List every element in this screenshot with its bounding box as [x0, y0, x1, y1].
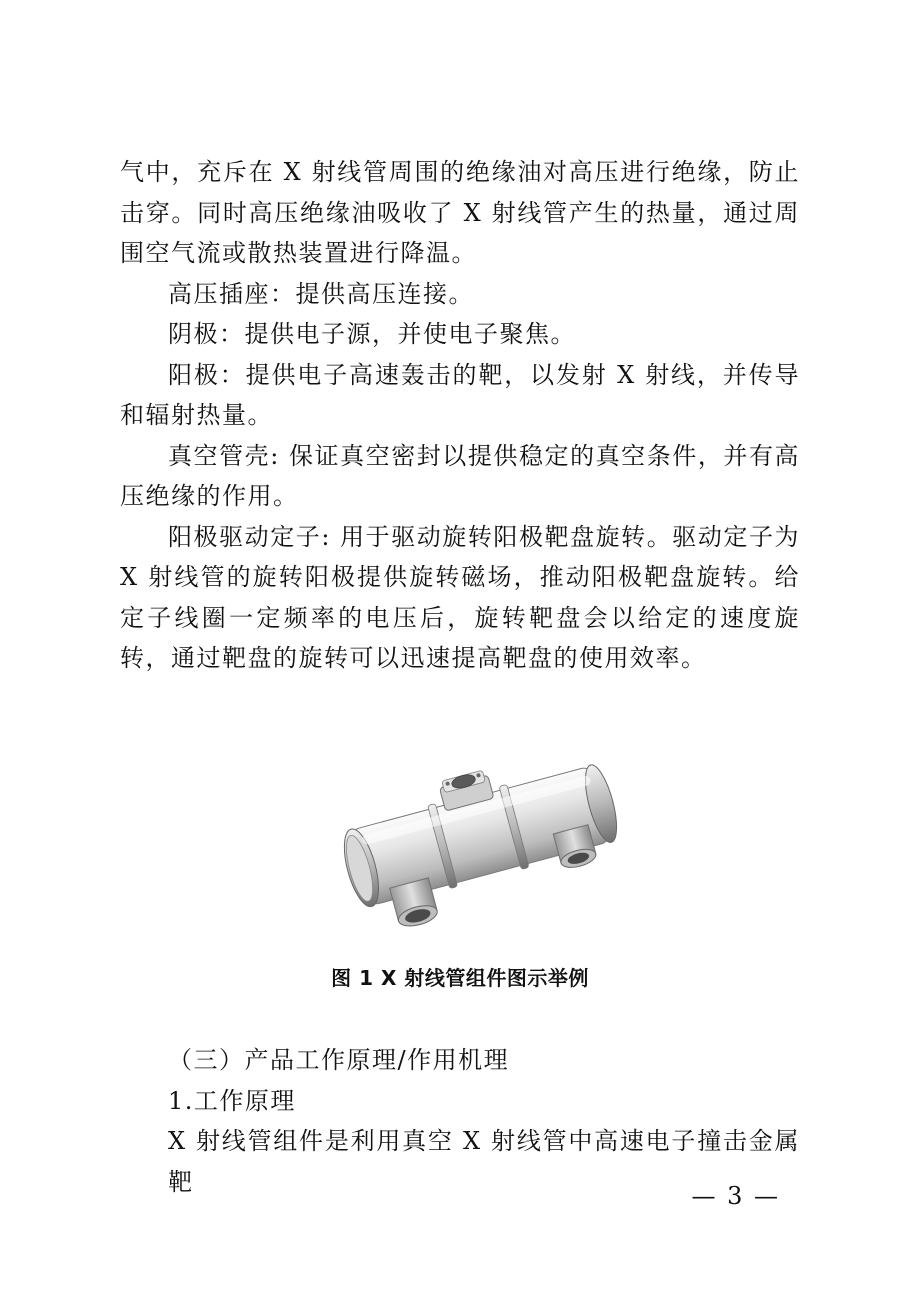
paragraph-hv-socket: 高压插座：提供高压连接。: [168, 279, 474, 308]
subsection-heading: 1.工作原理: [168, 1086, 296, 1115]
paragraph-anode: 阳极：提供电子高速轰击的靶，以发射 X 射线，并传导和辐射热量。: [120, 360, 800, 429]
xray-tube-assembly-image: [325, 735, 635, 935]
working-principle-section: [120, 1040, 800, 1202]
paragraph-insulation: 气中，充斥在 X 射线管周围的绝缘油对高压进行绝缘，防止击穿。同时高压绝缘油吸收了 X 射线管产生的热量，通过周围空气流或散热装置进行降温。: [120, 158, 800, 267]
section-heading: （三）产品工作原理/作用机理: [168, 1046, 510, 1074]
page-number: — 3 —: [691, 1182, 780, 1210]
figure-caption: 图 1 X 射线管组件图示举例: [331, 966, 589, 990]
paragraph-stator: 阳极驱动定子: 用于驱动旋转阳极靶盘旋转。驱动定子为 X 射线管的旋转阳极提供旋转磁场，推动阳极靶盘旋转。给定子线圈一定频率的电压后，旋转靶盘会以给定的速度旋转，通过靶盘的旋转可以迅速提高靶盘的使用效率。: [120, 522, 800, 672]
paragraph-cathode: 阴极：提供电子源，并使电子聚焦。: [168, 320, 576, 348]
paragraph-vacuum-envelope: 真空管壳: 保证真空密封以提供稳定的真空条件，并有高压绝缘的作用。: [120, 441, 800, 510]
body-text: [120, 152, 800, 679]
paragraph-principle: X 射线管组件是利用真空 X 射线管中高速电子撞击金属靶: [168, 1127, 800, 1196]
